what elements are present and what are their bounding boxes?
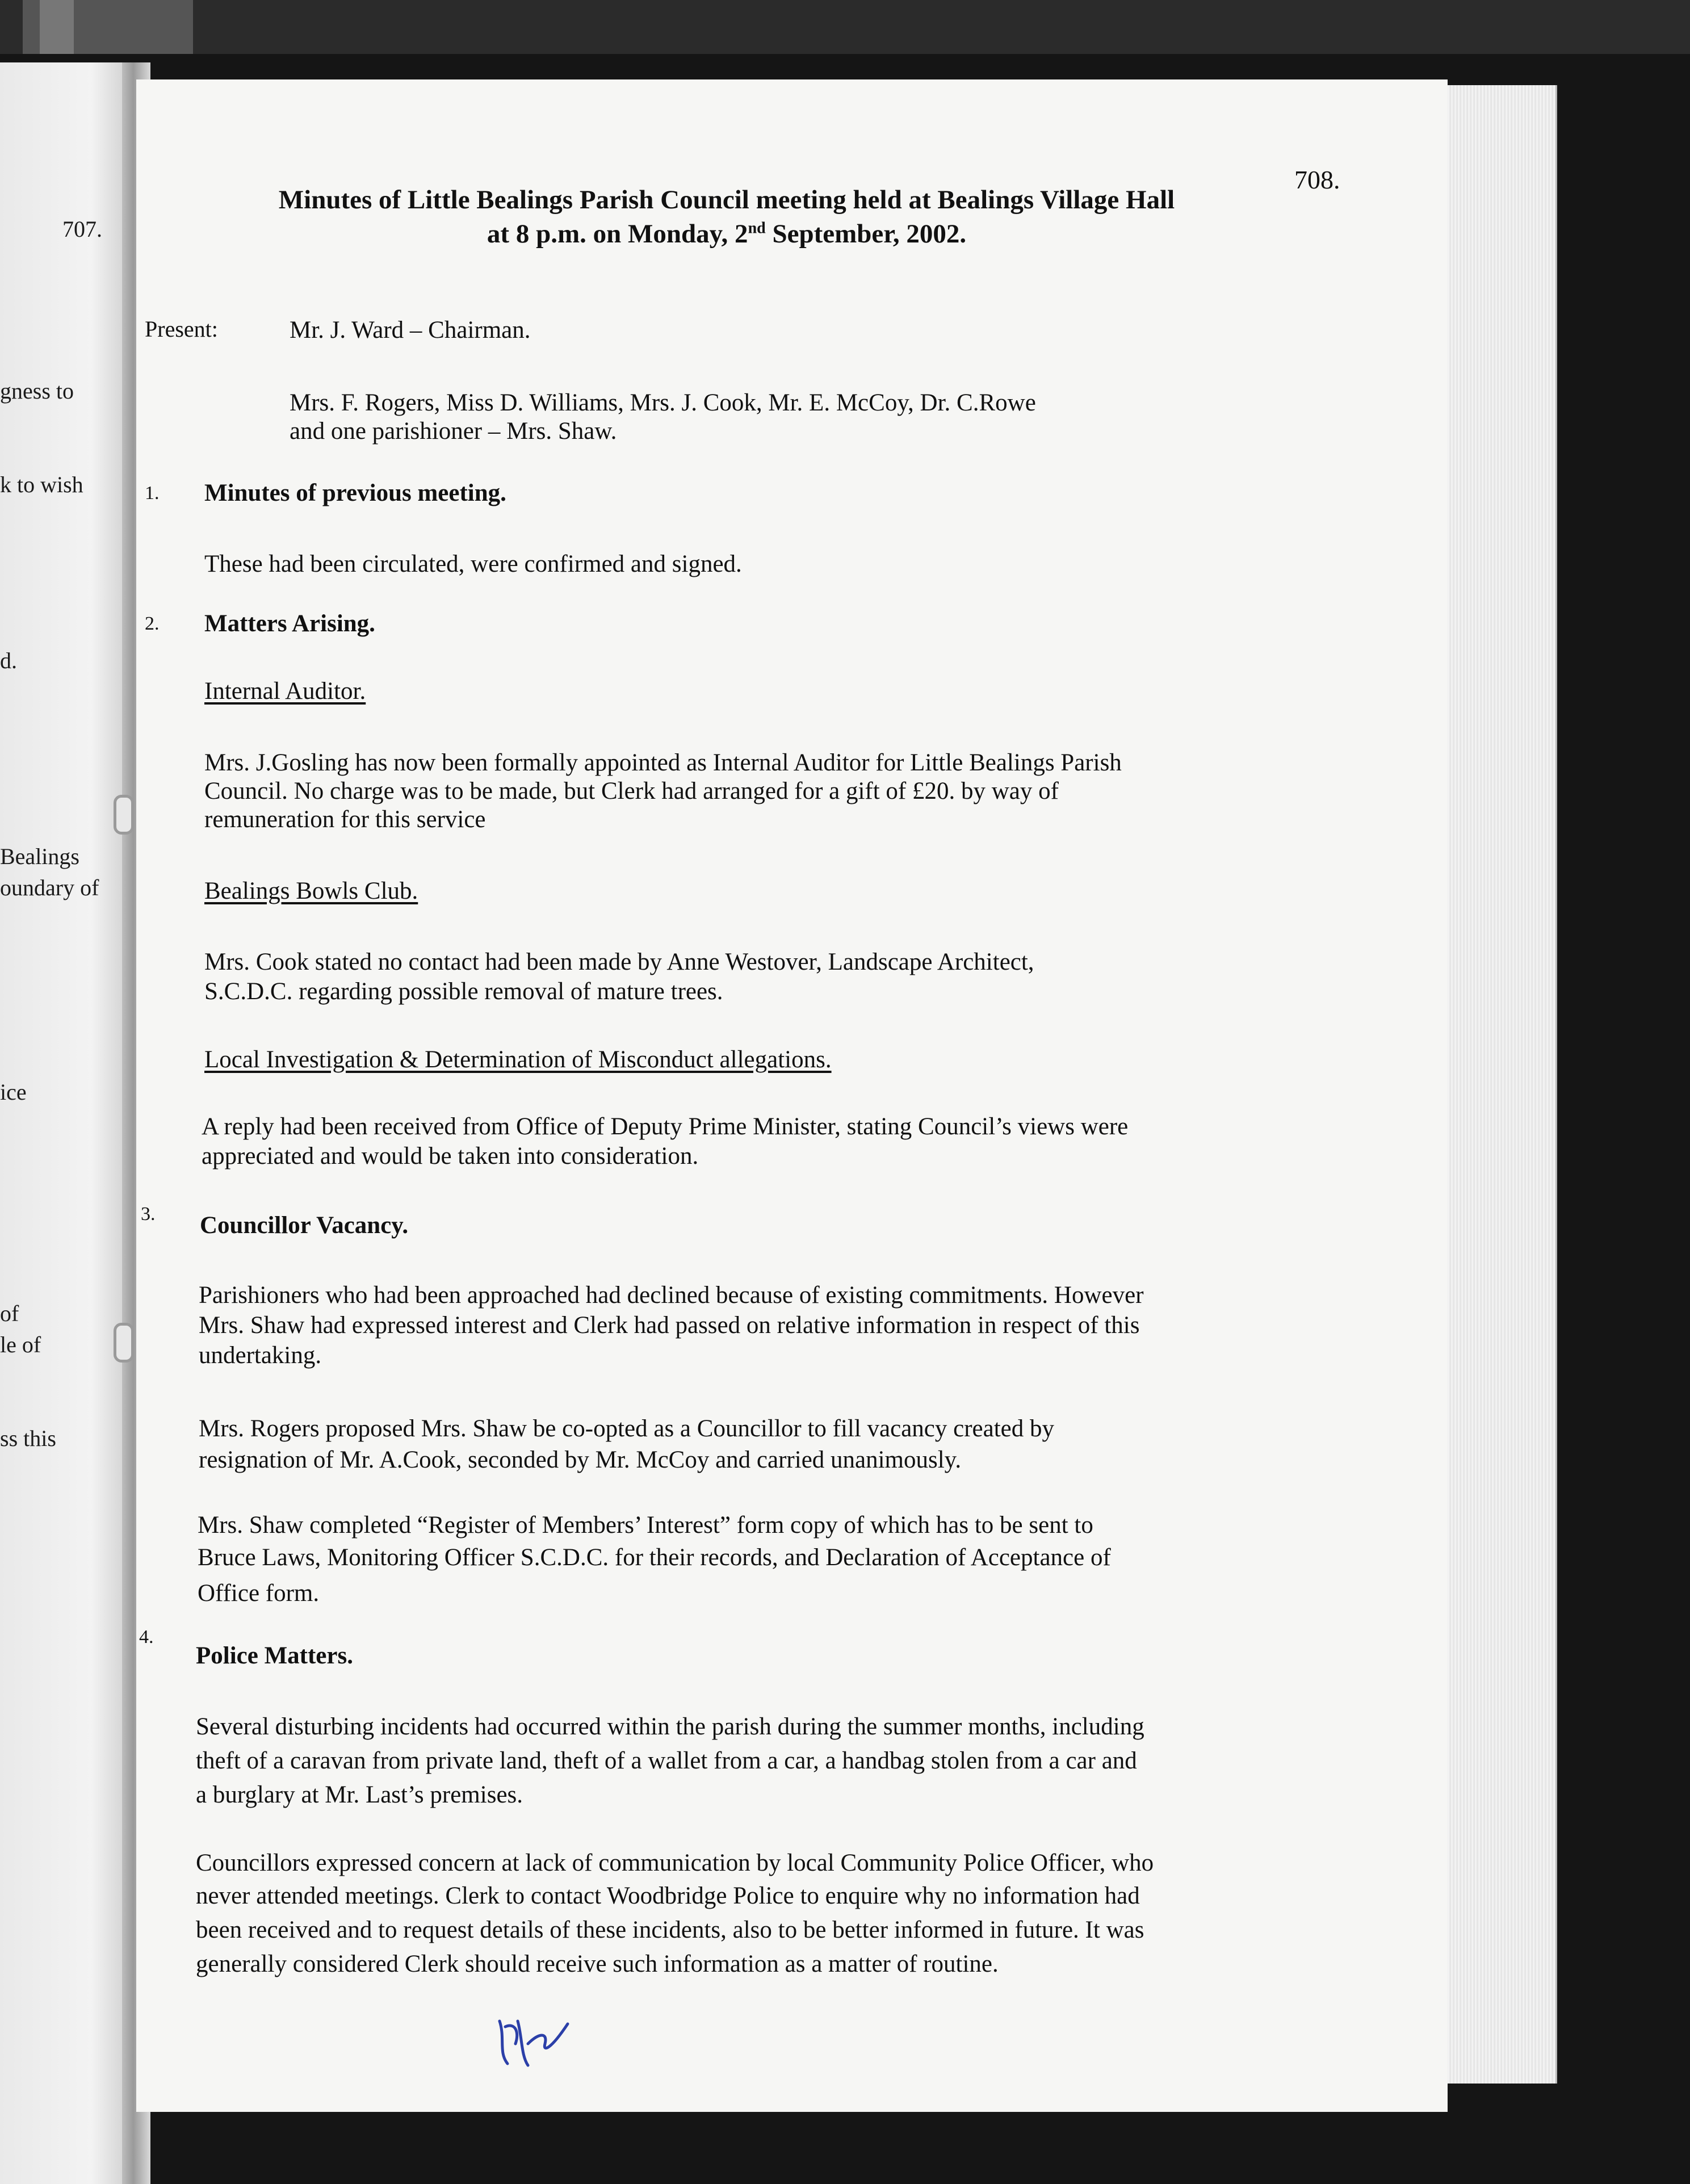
paragraph-line: Mrs. Shaw completed “Register of Members’ Interest” form copy of which has to be sent to <box>198 1512 1093 1539</box>
page-number: 708. <box>1294 165 1340 194</box>
item-number: 4. <box>139 1627 154 1648</box>
binder-ring <box>114 795 134 835</box>
handwritten-initials <box>488 2010 579 2075</box>
left-fragment: Bealings <box>0 844 79 869</box>
section-heading: Councillor Vacancy. <box>200 1212 409 1239</box>
item-number: 3. <box>141 1204 156 1225</box>
paragraph-line: undertaking. <box>199 1342 322 1369</box>
left-fragment: of <box>0 1301 19 1326</box>
paragraph-line: Mrs. J.Gosling has now been formally appointed as Internal Auditor for Little Bealings Parish <box>204 749 1122 776</box>
sub-heading: Local Investigation & Determination of Misconduct allegations. <box>204 1046 832 1073</box>
binder-ring <box>114 1323 134 1363</box>
paragraph-line: a burglary at Mr. Last’s premises. <box>196 1781 523 1808</box>
left-page <box>0 62 131 2184</box>
left-fragment: oundary of <box>0 875 99 900</box>
left-fragment: gness to <box>0 378 74 404</box>
paragraph-line: resignation of Mr. A.Cook, seconded by Mr. McCoy and carried unanimously. <box>199 1447 962 1473</box>
item-number: 1. <box>145 483 160 504</box>
left-page-number: 707. <box>62 216 102 242</box>
paragraph-line: Mrs. Cook stated no contact had been made by Anne Westover, Landscape Architect, <box>204 949 1034 975</box>
left-fragment: le of <box>0 1332 41 1357</box>
left-fragment: d. <box>0 648 17 673</box>
paragraph-line: Council. No charge was to be made, but Clerk had arranged for a gift of £20. by way of <box>204 778 1059 804</box>
paragraph-line: Parishioners who had been approached had declined because of existing commitments. However <box>199 1282 1144 1309</box>
page-title-date: at 8 p.m. on Monday, 2nd September, 2002. <box>487 219 967 249</box>
present-members: and one parishioner – Mrs. Shaw. <box>290 418 617 445</box>
paragraph-line: theft of a caravan from private land, theft of a wallet from a car, a handbag stolen from a car and <box>196 1747 1137 1774</box>
paragraph-line: A reply had been received from Office of Deputy Prime Minister, stating Council’s views were <box>202 1113 1129 1140</box>
item-number: 2. <box>145 613 160 634</box>
paragraph-line: been received and to request details of these incidents, also to be better informed in future. It was <box>196 1917 1144 1943</box>
sub-heading: Internal Auditor. <box>204 678 366 705</box>
present-members: Mrs. F. Rogers, Miss D. Williams, Mrs. J. Cook, Mr. E. McCoy, Dr. C.Rowe <box>290 389 1036 416</box>
section-text: These had been circulated, were confirmed and signed. <box>204 551 742 577</box>
paragraph-line: Bruce Laws, Monitoring Officer S.C.D.C. for their records, and Declaration of Acceptance of <box>198 1544 1111 1571</box>
page-title: Minutes of Little Bealings Parish Council meeting held at Bealings Village Hall <box>278 185 1175 215</box>
paragraph-line: Mrs. Shaw had expressed interest and Clerk had passed on relative information in respect of this <box>199 1312 1140 1339</box>
paragraph-line: Office form. <box>198 1580 320 1607</box>
sub-heading: Bealings Bowls Club. <box>204 878 418 904</box>
paragraph-line: Mrs. Rogers proposed Mrs. Shaw be co-opted as a Councillor to fill vacancy created by <box>199 1415 1054 1442</box>
section-heading: Police Matters. <box>196 1642 353 1669</box>
paragraph-line: S.C.D.C. regarding possible removal of mature trees. <box>204 978 723 1005</box>
section-heading: Minutes of previous meeting. <box>204 480 506 506</box>
left-fragment: ss this <box>0 1426 56 1451</box>
left-fragment: k to wish <box>0 472 83 497</box>
binder-tab-notch <box>40 0 74 57</box>
paragraph-line: appreciated and would be taken into consideration. <box>202 1143 699 1169</box>
paragraph-line: Several disturbing incidents had occurred within the parish during the summer months, including <box>196 1713 1144 1740</box>
present-label: Present: <box>145 316 218 342</box>
paragraph-line: Councillors expressed concern at lack of communication by local Community Police Officer, who <box>196 1850 1154 1876</box>
section-heading: Matters Arising. <box>204 610 375 637</box>
paragraph-line: generally considered Clerk should receive such information as a matter of routine. <box>196 1951 999 1977</box>
page-stack-edge <box>1442 85 1557 2084</box>
paragraph-line: remuneration for this service <box>204 806 486 833</box>
present-chair: Mr. J. Ward – Chairman. <box>290 317 531 343</box>
left-fragment: ice <box>0 1079 27 1105</box>
paragraph-line: never attended meetings. Clerk to contact Woodbridge Police to enquire why no information had <box>196 1883 1140 1909</box>
